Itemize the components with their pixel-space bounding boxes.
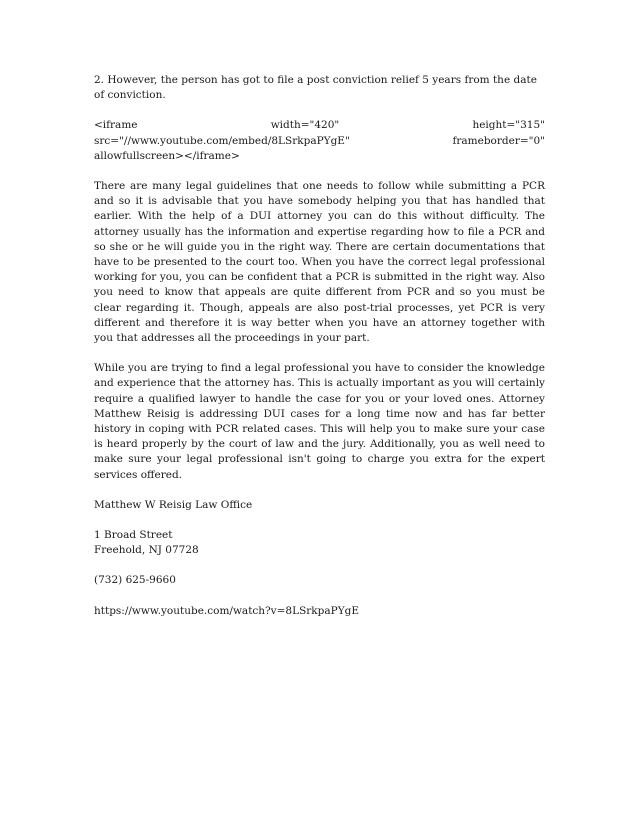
address-city: Freehold, NJ 07728: [94, 544, 199, 557]
point-2-text: 2. However, the person has got to file a post conviction relief 5 years from the date of conviction.: [94, 74, 537, 102]
office-name-block: [94, 498, 545, 513]
document-page: [94, 73, 545, 634]
iframe-src-attr: src="//www.youtube.com/embed/8LSrkpaPYgE": [94, 134, 350, 147]
iframe-code-row-1: [94, 118, 545, 133]
iframe-embed-code: [94, 118, 545, 164]
iframe-width-attr: width="420": [270, 119, 340, 132]
phone-block: [94, 573, 545, 588]
iframe-height-attr: height="315": [472, 119, 545, 132]
address-street: 1 Broad Street: [94, 529, 173, 542]
address-block: [94, 528, 545, 558]
iframe-tag-open: <iframe: [94, 119, 138, 132]
video-url: https://www.youtube.com/watch?v=8LSrkpaPYgE: [94, 604, 360, 617]
body-paragraph-1: There are many legal guidelines that one needs to follow while submitting a PCR and so it is advisable that you have somebody helping you that has handled that earlier. With the help of a DUI attorney you can do this without difficulty. The attorney usually has the information and expertise regarding how to file a PCR and so she or he will guide you in the right way. There are certain documentations that have to be presented to the court too. When you have the correct legal professional working for you, you can be confident that a PCR is submitted in the right way. Also you need to know that appeals are quite different from PCR and so you must be clear regarding it. Though, appeals are also post-trial processes, yet PCR is very different and therefore it is way better when you have an attorney together with you that addresses all the proceedings in your part.: [94, 180, 545, 345]
iframe-code-row-3: allowfullscreen></iframe>: [94, 149, 240, 162]
office-name: Matthew W Reisig Law Office: [94, 498, 253, 511]
video-link-block: [94, 604, 545, 619]
body-paragraph-2: While you are trying to find a legal professional you have to consider the knowledge and experience that the attorney has. This is actually important as you will certainly require a qualified lawyer to handle the case for you or your loved ones. Attorney Matthew Reisig is addressing DUI cases for a long time now and has far better history in coping with PCR related cases. This will help you to make sure your case is heard properly by the court of law and the jury. Additionally, you as well need to make sure your legal professional isn't going to charge you extra for the expert services offered.: [94, 362, 545, 481]
phone-number: (732) 625-9660: [94, 574, 176, 587]
iframe-code-row-2: [94, 134, 545, 149]
iframe-frameborder-attr: frameborder="0": [452, 134, 545, 147]
